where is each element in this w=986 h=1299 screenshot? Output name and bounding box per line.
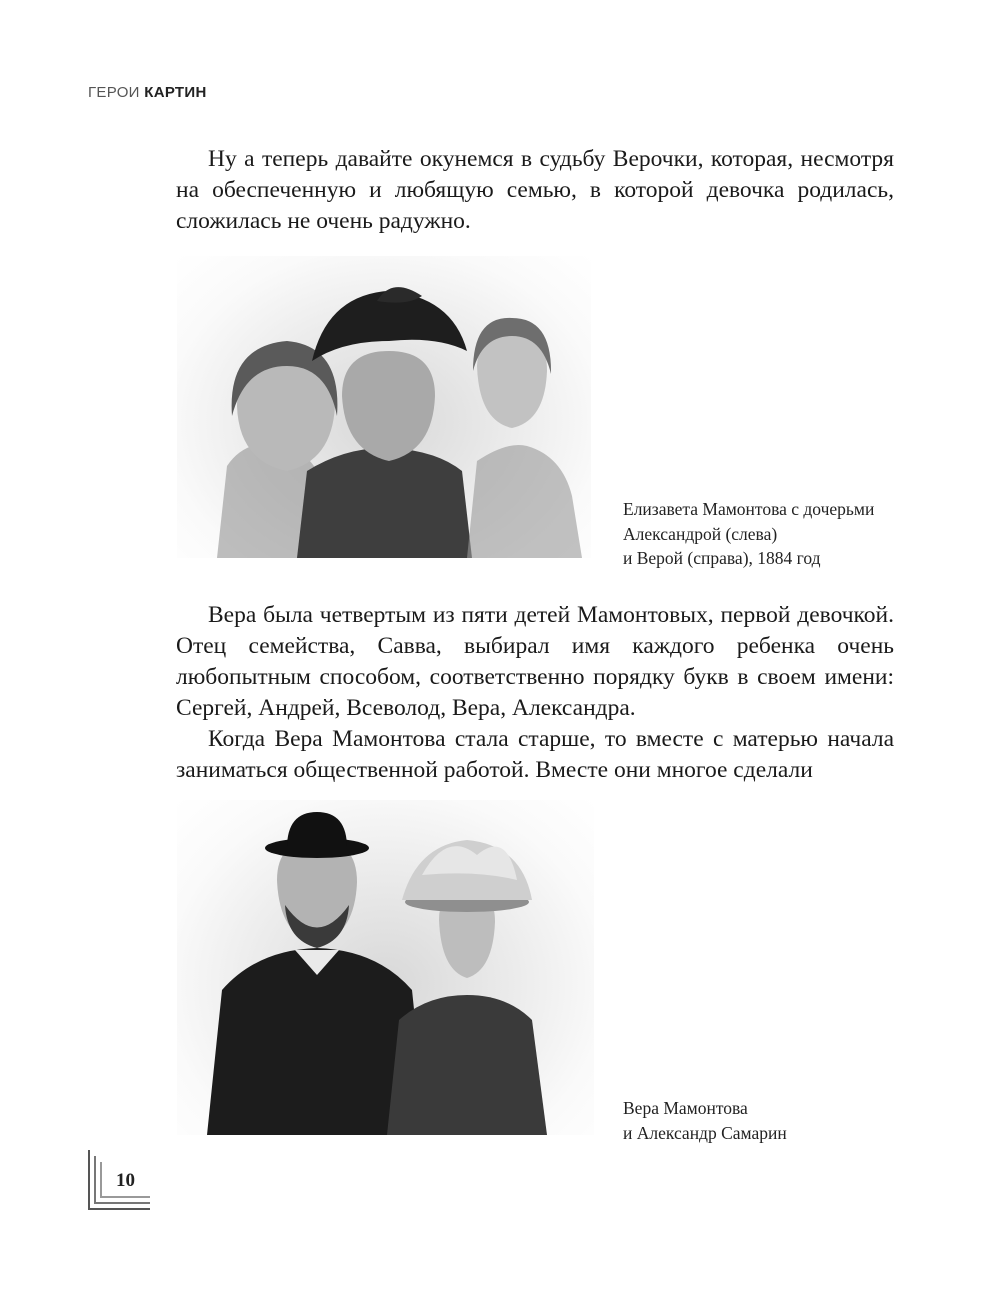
folio-line xyxy=(94,1202,150,1204)
folio-line xyxy=(100,1196,150,1198)
photo-vera-samarin xyxy=(177,800,594,1135)
page-number-block xyxy=(88,1150,150,1210)
running-header xyxy=(88,84,207,101)
paragraph-intro: Ну а теперь давайте окунемся в судьбу Верочки, которая, несмотря на обеспеченную и любящую семью, в которой девочка родилась, сложилась не очень радужно. xyxy=(176,146,894,234)
header-section-light: ГЕРОИ xyxy=(88,84,140,101)
page-number: 10 xyxy=(116,1170,135,1191)
portrait-couple-image xyxy=(177,800,594,1135)
caption-photo-1-line-1: Елизавета Мамонтова с дочерьми xyxy=(623,499,875,519)
folio-line xyxy=(94,1156,96,1204)
caption-photo-1-line-2: Александрой (слева) xyxy=(623,523,778,544)
caption-photo-1-line-3: и Верой (справа), 1884 год xyxy=(623,548,821,568)
paragraph-children: Вера была четвертым из пяти детей Мамонтовых, первой девочкой. Отец семейства, Савва, выбирал имя каждого ребенка очень любопытным способом, соответственно порядку букв в своем имени: Сергей, Андрей, Всеволод, Вера, Александра. xyxy=(176,602,894,721)
caption-photo-2-line-2: и Александр Самарин xyxy=(623,1122,787,1143)
folio-line xyxy=(100,1162,102,1198)
header-section-bold: КАРТИН xyxy=(144,84,207,101)
photo-mamontova-daughters xyxy=(177,256,591,558)
caption-photo-1 xyxy=(623,497,874,571)
portrait-three-women-image xyxy=(177,256,591,558)
paragraph-social-work: Когда Вера Мамонтова стала старше, то вместе с матерью начала заниматься общественной работой. Вместе они многое сделали xyxy=(176,726,894,783)
folio-line xyxy=(88,1150,90,1210)
folio-line xyxy=(88,1208,150,1210)
caption-photo-2 xyxy=(623,1096,787,1145)
caption-photo-2-line-1: Вера Мамонтова xyxy=(623,1098,748,1118)
